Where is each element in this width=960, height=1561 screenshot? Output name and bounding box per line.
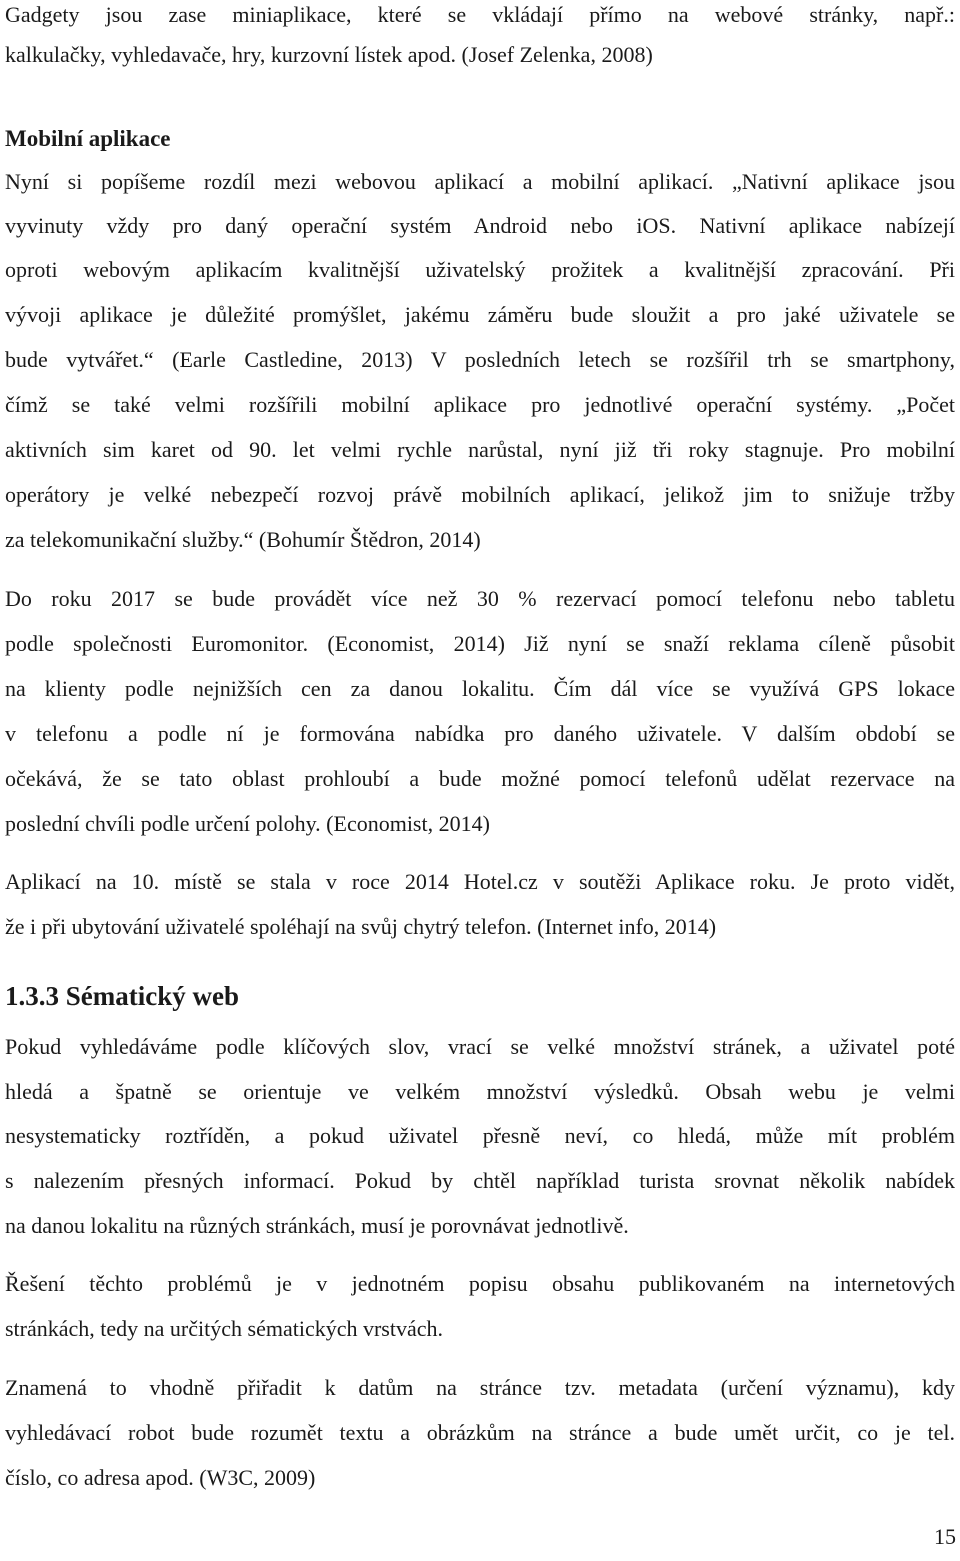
paragraph-line: oproti webovým aplikacím kvalitnější uživatelský prožitek a kvalitnější zpracování. Při — [5, 257, 955, 282]
paragraph-line: Gadgety jsou zase miniaplikace, které se vkládají přímo na webové stránky, např.: — [5, 2, 955, 27]
heading-semantic-web: 1.3.3 Sématický web — [5, 981, 239, 1011]
paragraph-line: Aplikací na 10. místě se stala v roce 2014 Hotel.cz v soutěži Aplikace roku. Je proto vidět, — [5, 869, 955, 894]
paragraph-line: očekává, že se tato oblast prohloubí a bude možné pomocí telefonů udělat rezervace na — [5, 766, 955, 791]
paragraph-line: kalkulačky, vyhledavače, hry, kurzovní lístek apod. (Josef Zelenka, 2008) — [5, 42, 653, 67]
paragraph-line: že i při ubytování uživatelé spoléhají na svůj chytrý telefon. (Internet info, 2014) — [5, 914, 717, 939]
paragraph-line: Řešení těchto problémů je v jednotném popisu obsahu publikovaném na internetových — [5, 1271, 955, 1296]
paragraph-line: stránkách, tedy na určitých sématických vrstvách. — [5, 1316, 444, 1341]
paragraph-line: podle společnosti Euromonitor. (Economist, 2014) Již nyní se snaží reklama cíleně působit — [5, 631, 955, 656]
paragraph-line: poslední chvíli podle určení polohy. (Economist, 2014) — [5, 811, 490, 836]
paragraph-line: na klienty podle nejnižších cen za danou lokalitu. Čím dál více se využívá GPS lokace — [5, 676, 955, 701]
paragraph-line: Do roku 2017 se bude provádět více než 30 % rezervací pomocí telefonu nebo tabletu — [5, 586, 955, 611]
paragraph-line: vývoji aplikace je důležité promýšlet, jakému záměru bude sloužit a pro jaké uživatele se — [5, 302, 955, 327]
paragraph-line: operátory je velké nebezpečí rozvoj právě mobilních aplikací, jelikož jim to snižuje tržby — [5, 482, 955, 507]
paragraph-line: Znamená to vhodně přiřadit k datům na stránce tzv. metadata (určení významu), kdy — [5, 1375, 955, 1400]
paragraph-line: bude vytvářet.“ (Earle Castledine, 2013) V posledních letech se rozšířil trh se smartphony, — [5, 347, 955, 372]
paragraph-line: hledá a špatně se orientuje ve velkém množství výsledků. Obsah webu je velmi — [5, 1079, 955, 1104]
paragraph-line: vyhledávací robot bude rozumět textu a obrázkům na stránce a bude umět určit, co je tel. — [5, 1420, 955, 1445]
paragraph-line: Nyní si popíšeme rozdíl mezi webovou aplikací a mobilní aplikací. „Nativní aplikace jsou — [5, 169, 955, 194]
paragraph-line: v telefonu a podle ní je formována nabídka pro daného uživatele. V dalším období se — [5, 721, 955, 746]
paragraph-line: aktivních sim karet od 90. let velmi rychle narůstal, nyní již tři roky stagnuje. Pro mobilní — [5, 437, 955, 462]
paragraph-line: čímž se také velmi rozšířili mobilní aplikace pro jednotlivé operační systémy. „Počet — [5, 392, 955, 417]
paragraph-line: na danou lokalitu na různých stránkách, musí je porovnávat jednotlivě. — [5, 1213, 629, 1238]
paragraph-line: číslo, co adresa apod. (W3C, 2009) — [5, 1465, 316, 1490]
paragraph-line: za telekomunikační služby.“ (Bohumír Štědron, 2014) — [5, 527, 481, 552]
paragraph-line: s nalezením přesných informací. Pokud by chtěl například turista srovnat několik nabídek — [5, 1168, 955, 1193]
paragraph-line: vyvinuty vždy pro daný operační systém Android nebo iOS. Nativní aplikace nabízejí — [5, 213, 955, 238]
paragraph-line: Pokud vyhledáváme podle klíčových slov, vrací se velké množství stránek, a uživatel poté — [5, 1034, 955, 1059]
page-number: 15 — [934, 1524, 956, 1549]
heading-mobile-apps: Mobilní aplikace — [5, 126, 171, 151]
paragraph-line: nesystematicky roztříděn, a pokud uživatel přesně neví, co hledá, může mít problém — [5, 1123, 955, 1148]
